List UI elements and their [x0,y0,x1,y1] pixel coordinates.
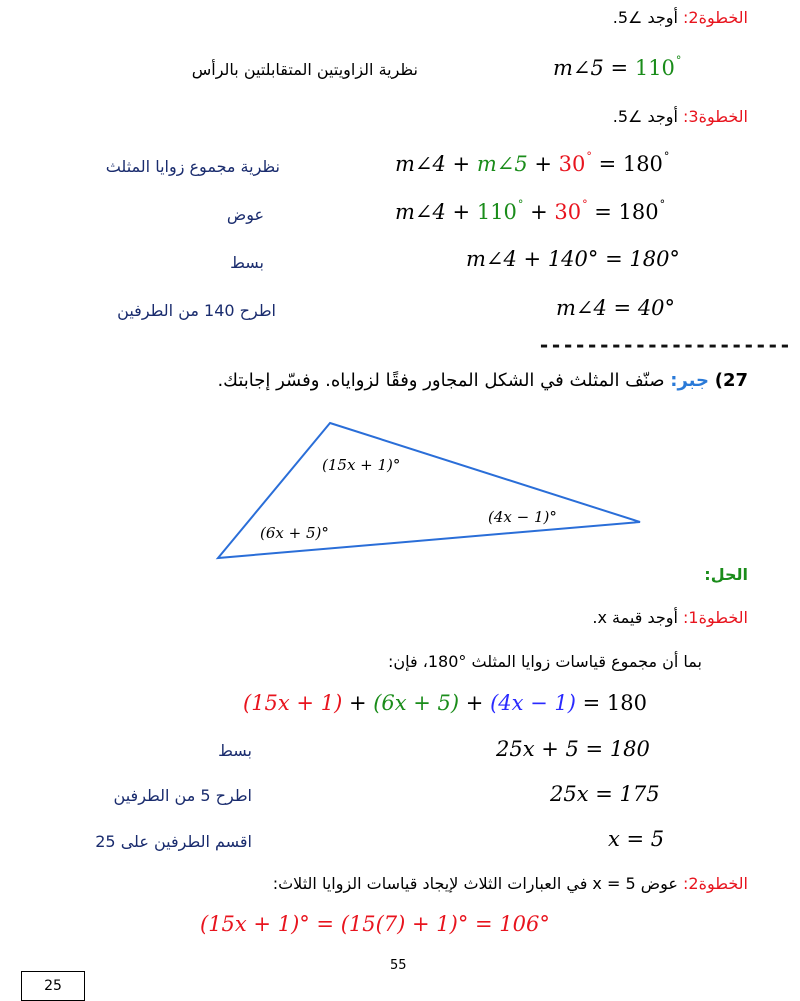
step-line-4 [273,874,748,893]
equation-row: m∠4 = 40° [556,296,676,320]
equation-sum: (15x + 1) + (6x + 5) + (4x − 1) = 180 [243,691,648,715]
page-number: 55 [390,958,407,973]
solution-heading: الحل: [704,565,748,584]
step-label: الخطوة1: [683,608,748,627]
step-text: أوجد ∠5. [612,107,678,126]
step-label: الخطوة3: [683,107,748,126]
angle-label-right: (4x − 1)° [488,508,557,526]
triangle-figure [210,415,650,565]
angle-label-top: (15x + 1)° [322,456,401,474]
problem-text: صنّف المثلث في الشكل المجاور وفقًا لزواياه. وفسّر إجابتك. [217,370,665,391]
page-number-box: 25 [21,971,85,1001]
reason-text: بسط [218,741,252,760]
step-label: الخطوة2: [683,874,748,893]
reason-text: اطرح 140 من الطرفين [117,301,276,320]
equation-row: m∠4 + m∠5 + 30° = 180° [395,150,670,176]
problem-number: 27) [714,370,748,391]
step-text: أوجد قيمة x. [592,608,678,627]
step-label: الخطوة2: [683,8,748,27]
step-line-1 [613,8,748,27]
equation-row: m∠4 + 110° + 30° = 180° [395,198,666,224]
equation-row: m∠4 + 140° = 180° [466,247,680,271]
reason-text: نظرية الزاويتين المتقابلتين بالرأس [191,60,418,79]
step-text: أوجد ∠5. [612,8,678,27]
intro-text: بما أن مجموع قياسات زوايا المثلث °180، فإن: [387,652,702,671]
step-line-3 [592,608,748,627]
reason-text: عوض [226,205,264,224]
reason-text: اقسم الطرفين على 25 [95,832,252,851]
problem-tag: جبر: [670,370,709,391]
final-equation: (15x + 1)° = (15(7) + 1)° = 106° [200,912,550,936]
step-line-2 [613,107,748,126]
problem-statement [217,370,748,391]
reason-text: بسط [230,253,264,272]
step-text: عوض x = 5 في العبارات الثلاث لإيجاد قياسات الزوايا الثلاث: [272,874,678,893]
equation-row: x = 5 [608,827,665,851]
reason-text: اطرح 5 من الطرفين [113,786,252,805]
equation-row: 25x = 175 [550,782,660,806]
equation-row: 25x + 5 = 180 [496,737,650,761]
angle-label-left: (6x + 5)° [260,524,329,542]
equation-angle5: m∠5 = 110° [553,54,682,80]
dashed-divider: --------------------- [538,333,791,357]
reason-text: نظرية مجموع زوايا المثلث [105,157,280,176]
